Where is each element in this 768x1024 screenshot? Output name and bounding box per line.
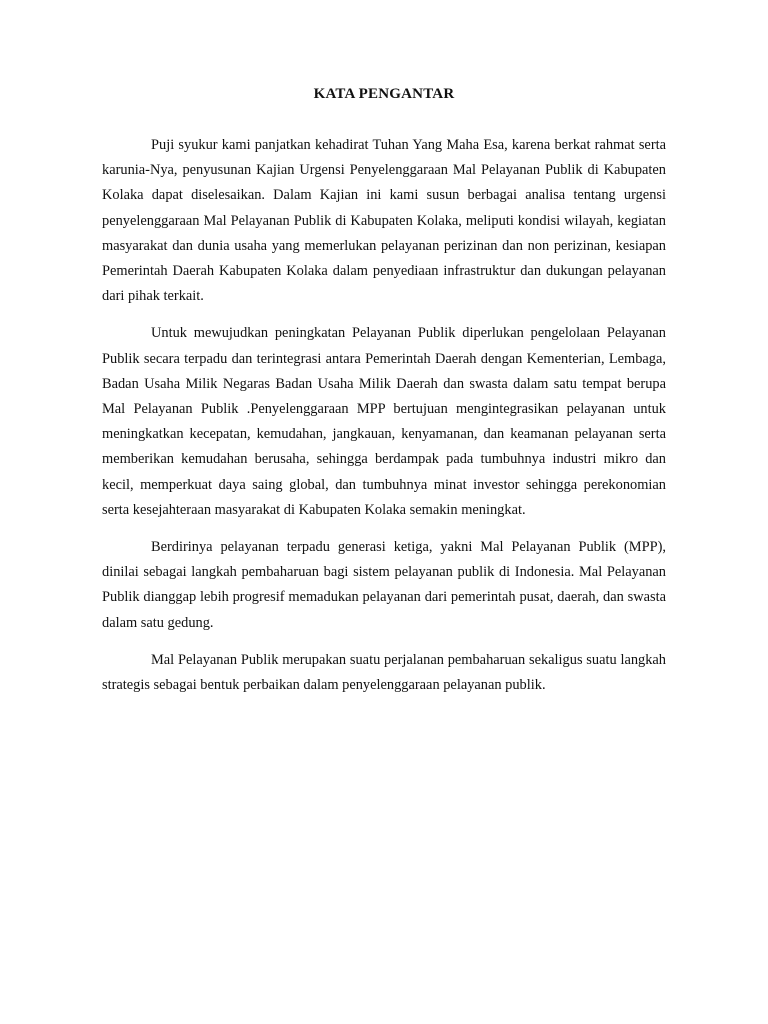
document-body	[102, 133, 666, 710]
paragraph-1: Puji syukur kami panjatkan kehadirat Tuhan Yang Maha Esa, karena berkat rahmat serta karunia-Nya, penyusunan Kajian Urgensi Penyelenggaraan Mal Pelayanan Publik di Kabupaten Kolaka dapat diselesaikan. Dalam Kajian ini kami susun berbagai analisa tentang urgensi penyelenggaraan Mal Pelayanan Publik di Kabupaten Kolaka, meliputi kondisi wilayah, kegiatan masyarakat dan dunia usaha yang memerlukan pelayanan perizinan dan non perizinan, kesiapan Pemerintah Daerah Kabupaten Kolaka dalam penyediaan infrastruktur dan dukungan pelayanan dari pihak terkait.	[102, 137, 666, 305]
page-title: KATA PENGANTAR	[313, 86, 455, 102]
paragraph-4: Mal Pelayanan Publik merupakan suatu perjalanan pembaharuan sekaligus suatu langkah strategis sebagai bentuk perbaikan dalam penyelenggaraan pelayanan publik.	[102, 651, 666, 694]
paragraph-3: Berdirinya pelayanan terpadu generasi ketiga, yakni Mal Pelayanan Publik (MPP), dinilai sebagai langkah pembaharuan bagi sistem pelayanan publik di Indonesia. Mal Pelayanan Publik dianggap lebih progresif memadukan pelayanan dari pemerintah pusat, daerah, dan swasta dalam satu gedung.	[102, 539, 666, 631]
paragraph-2: Untuk mewujudkan peningkatan Pelayanan Publik diperlukan pengelolaan Pelayanan Publik secara terpadu dan terintegrasi antara Pemerintah Daerah dengan Kementerian, Lembaga, Badan Usaha Milik Negaras Badan Usaha Milik Daerah dan swasta dalam satu tempat berupa Mal Pelayanan Publik .Penyelenggaraan MPP bertujuan mengintegrasikan pelayanan untuk meningkatkan kecepatan, kemudahan, jangkauan, kenyamanan, dan keamanan pelayanan serta memberikan kemudahan berusaha, sehingga berdampak pada tumbuhnya industri mikro dan kecil, memperkuat daya saing global, dan tumbuhnya minat investor sehingga perekonomian serta kesejahteraan masyarakat di Kabupaten Kolaka semakin meningkat.	[102, 325, 666, 518]
